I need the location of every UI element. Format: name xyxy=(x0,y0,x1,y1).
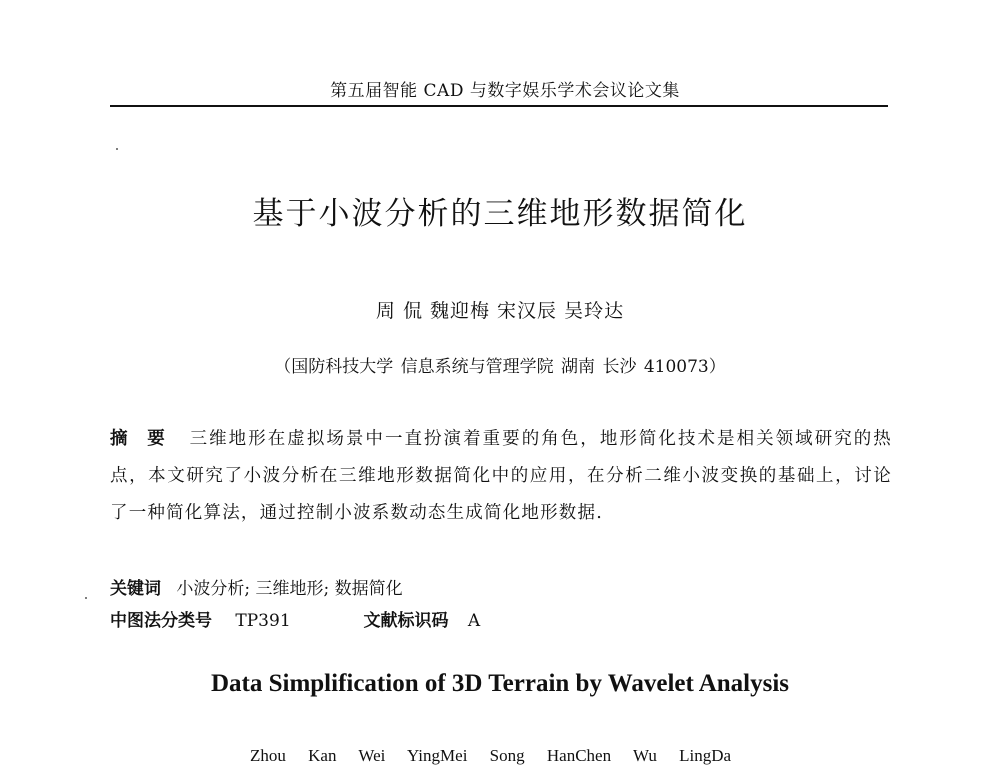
paper-title-chinese: 基于小波分析的三维地形数据简化 xyxy=(252,196,748,232)
clc-label: 中图法分类号 xyxy=(110,611,212,631)
classification-row xyxy=(110,606,480,631)
clc-value: TP391 xyxy=(235,611,291,631)
doc-code-value: A xyxy=(467,611,481,631)
authors-english: Zhou Kan Wei YingMei Song HanChen Wu LingDa xyxy=(250,746,732,765)
abstract-label: 摘 要 xyxy=(110,429,172,449)
abstract-block xyxy=(110,421,892,532)
keywords-label: 关键词 xyxy=(110,579,161,599)
keywords-value: 小波分析; 三维地形; 数据简化 xyxy=(176,579,403,599)
affiliation-chinese: （国防科技大学 信息系统与管理学院 湖南 长沙 410073） xyxy=(274,357,726,377)
doc-code-label: 文献标识码 xyxy=(363,611,449,631)
running-header: 第五届智能 CAD 与数字娱乐学术会议论文集 xyxy=(330,81,680,101)
header-rule xyxy=(110,105,888,107)
scan-speck xyxy=(85,597,87,599)
paper-title-english: Data Simplification of 3D Terrain by Wavelet Analysis xyxy=(210,670,790,697)
scan-speck xyxy=(116,148,118,150)
abstract-text: 三维地形在虚拟场景中一直扮演着重要的角色，地形简化技术是相关领域研究的热点，本文研究了小波分析在三维地形数据简化中的应用，在分析二维小波变换的基础上，讨论了一种简化算法，通过控制小波系数动态生成简化地形数据. xyxy=(110,429,893,523)
authors-chinese: 周 侃 魏迎梅 宋汉辰 吴玲达 xyxy=(375,300,625,322)
keywords-row xyxy=(110,574,403,599)
